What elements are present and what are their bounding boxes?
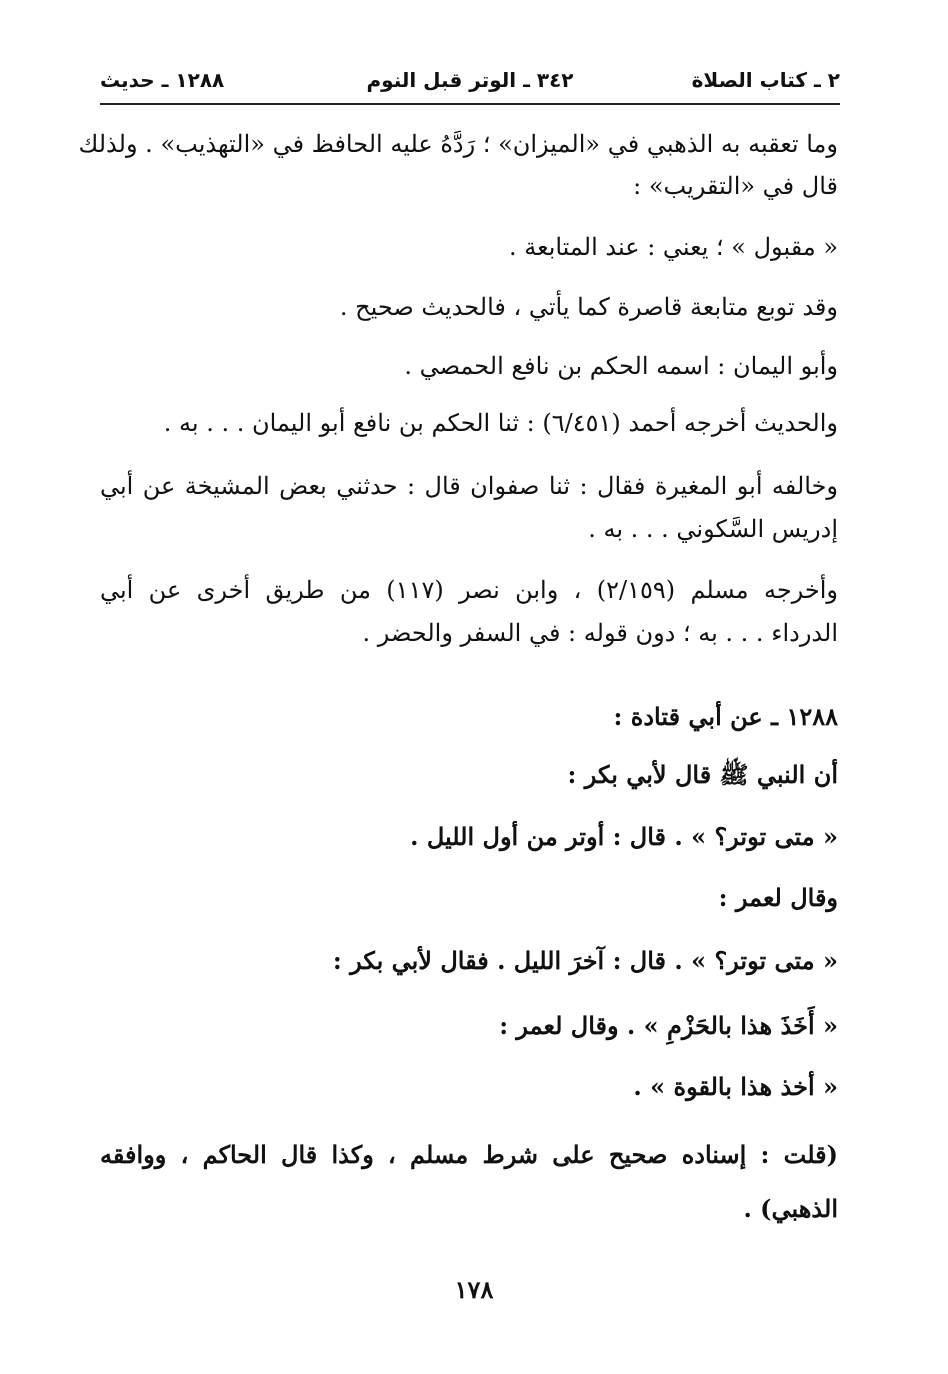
commentary-line: وأبو اليمان : اسمه الحكم بن نافع الحمصي . xyxy=(404,352,838,380)
hadith-line: « متى توتر؟ » . قال : أوتر من أول الليل . xyxy=(410,822,838,851)
commentary-line: وقد توبع متابعة قاصرة كما يأتي ، فالحديث صحيح . xyxy=(339,293,838,321)
commentary-line: إدريس السَّكوني . . . به . xyxy=(588,515,838,543)
commentary-line: « مقبول » ؛ يعني : عند المتابعة . xyxy=(508,233,838,261)
grading-note-line: الذهبي) . xyxy=(743,1194,838,1223)
header-section: ٣٤٢ ـ الوتر قبل النوم xyxy=(366,68,574,92)
header-rule xyxy=(100,103,840,105)
commentary-line: وما تعقبه به الذهبي في «الميزان» ؛ رَدَّهُ عليه الحافظ في «التهذيب» . ولذلك xyxy=(78,130,838,158)
hadith-line: « أخذ هذا بالقوة » . xyxy=(633,1072,838,1101)
page-number: ١٧٨ xyxy=(454,1275,494,1304)
header-hadith-ref: ١٢٨٨ ـ حديث xyxy=(100,68,225,92)
header-chapter: ٢ ـ كتاب الصلاة xyxy=(691,68,840,92)
hadith-line: وقال لعمر : xyxy=(718,883,838,912)
hadith-line: « أَخَذَ هذا بالحَزْمِ » . وقال لعمر : xyxy=(499,1011,838,1040)
running-header xyxy=(100,68,840,98)
grading-note-line: (قلت : إسناده صحيح على شرط مسلم ، وكذا قال الحاكم ، ووافقه xyxy=(100,1140,838,1169)
commentary-line: الدرداء . . . به ؛ دون قوله : في السفر والحضر . xyxy=(362,619,838,647)
hadith-line: أن النبي ﷺ قال لأبي بكر : xyxy=(567,760,838,789)
hadith-title: ١٢٨٨ ـ عن أبي قتادة : xyxy=(613,702,838,731)
hadith-line: « متى توتر؟ » . قال : آخرَ الليل . فقال لأبي بكر : xyxy=(332,946,838,975)
commentary-line: والحديث أخرجه أحمد (٦/٤٥١) : ثنا الحكم بن نافع أبو اليمان . . . به . xyxy=(163,409,838,437)
commentary-line: وأخرجه مسلم (٢/١٥٩) ، وابن نصر (١١٧) من طريق أخرى عن أبي xyxy=(100,576,838,604)
commentary-line: وخالفه أبو المغيرة فقال : ثنا صفوان قال : حدثني بعض المشيخة عن أبي xyxy=(100,472,838,500)
commentary-line: قال في «التقريب» : xyxy=(633,172,838,200)
